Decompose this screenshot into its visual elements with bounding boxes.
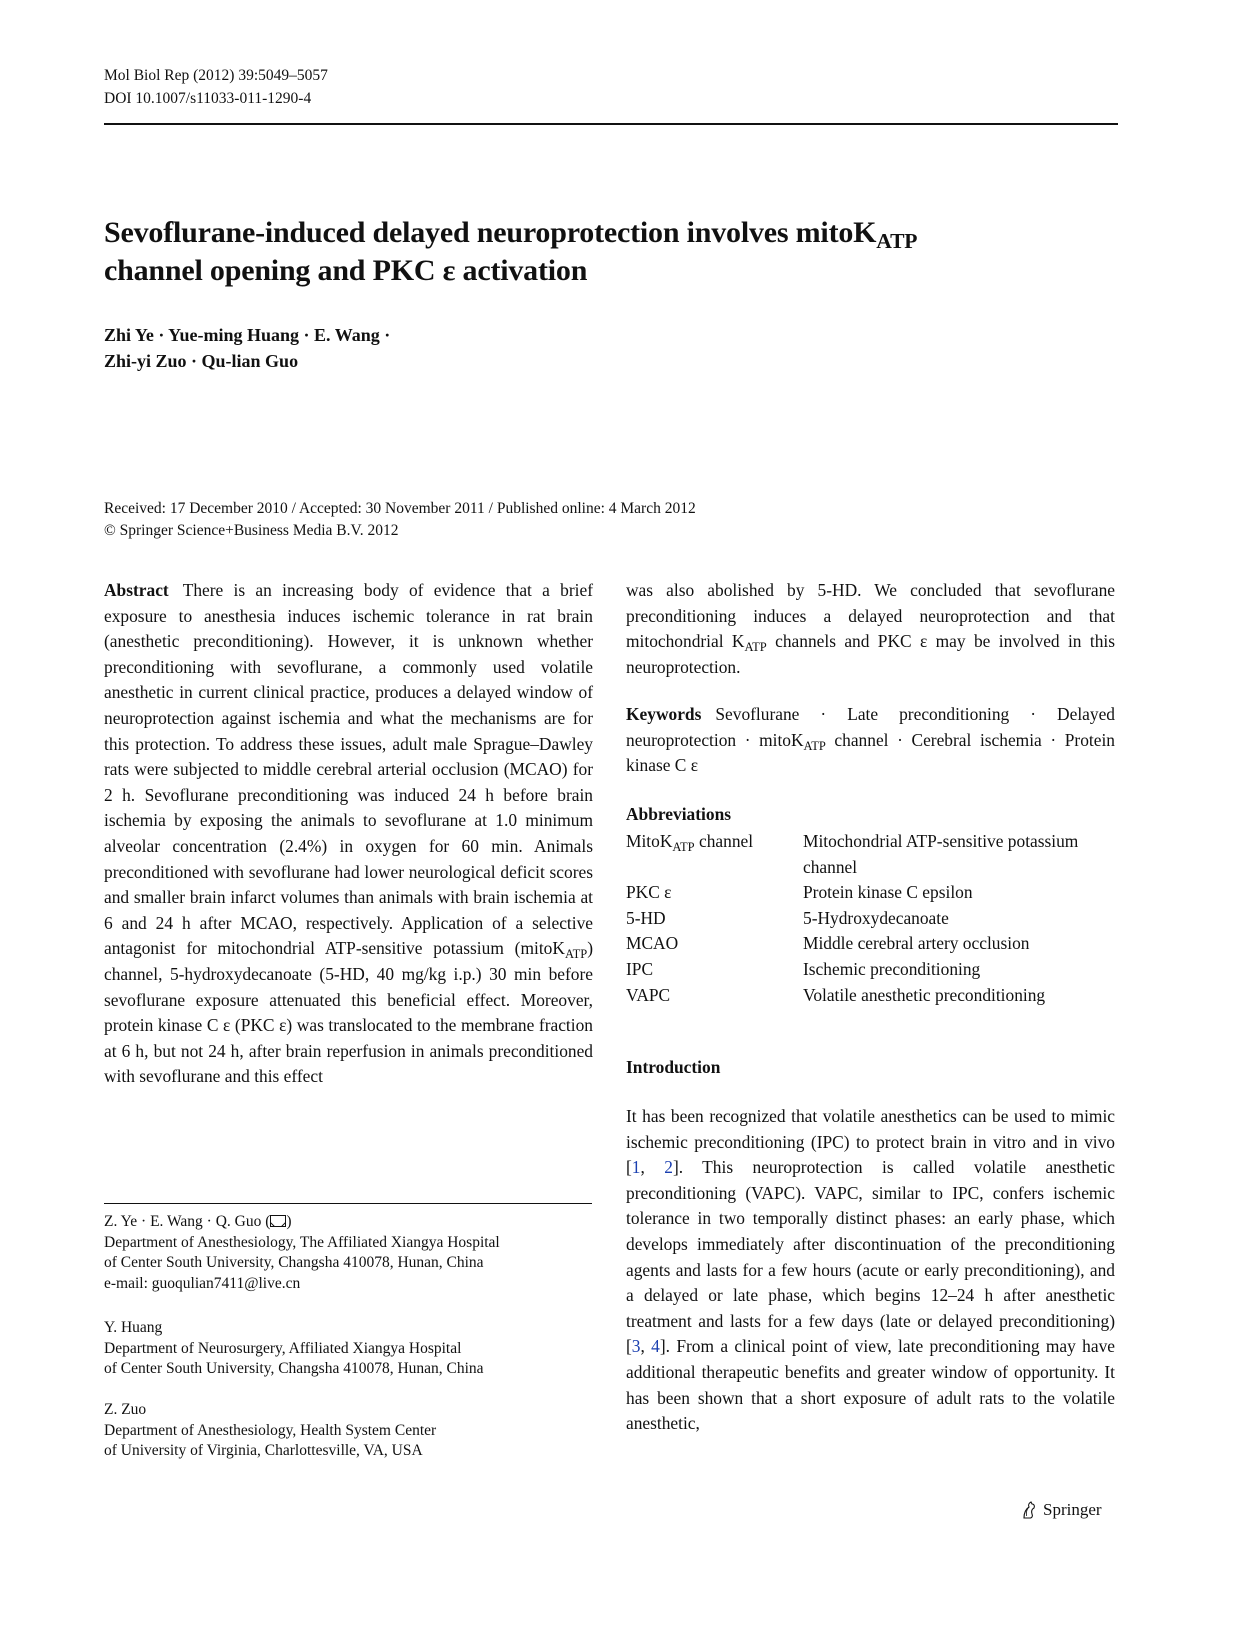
- abbreviation-row: [626, 931, 1103, 957]
- abbreviation-definition: Middle cerebral artery occlusion: [803, 933, 1030, 954]
- abbreviation-definition: Ischemic preconditioning: [803, 958, 981, 979]
- introduction-heading: Introduction: [626, 1057, 721, 1077]
- keywords: Keywords Sevoflurane · Late preconditioning · Delayed neuroprotection · mitoK$_{ATP}$ channel · Cerebral ischemia · Protein kinase C ε: [626, 704, 1115, 776]
- citation-link[interactable]: 2: [664, 1157, 673, 1178]
- header-rule: [104, 123, 1118, 125]
- journal-citation: Mol Biol Rep (2012) 39:5049–5057: [104, 67, 328, 84]
- publication-dates: [104, 498, 696, 542]
- doi: DOI 10.1007/s11033-011-1290-4: [104, 90, 312, 107]
- mail-icon: [270, 1215, 286, 1227]
- introduction-text: It has been recognized that volatile anesthetics can be used to mimic ischemic preconditioning (IPC) to protect brain in vitro and in vivo [1, 2]. This neuroprotection is called volatile anesthetic preconditioning (VAPC). VAPC, similar to IPC, confers ischemic tolerance in two temporally distinct phases: an early phase, which develops immediately after discontinuation of the preconditioning agents and lasts for a few hours (acute or early preconditioning), and a delayed or late phase, which begins 12–24 h after anesthetic treatment and lasts for a few days (late or delayed preconditioning) [3, 4]. From a clinical point of view, late preconditioning may have additional therapeutic benefits and greater window of opportunity. It has been shown that a short exposure of adult rats to the volatile anesthetic,: [626, 1106, 1115, 1434]
- abbreviation-definition: 5-Hydroxydecanoate: [803, 907, 949, 928]
- affiliation-line: Department of Anesthesiology, The Affiliated Xiangya Hospital: [104, 1233, 500, 1251]
- abstract-text: Abstract There is an increasing body of evidence that a brief exposure to anesthesia induces ischemic tolerance in rat brain (anesthetic preconditioning). However, it is unknown whether preconditioning with sevoflurane, a commonly used volatile anesthetic in current clinical practice, produces a delayed window of neuroprotection against ischemia and what the mechanisms are for this protection. To address these issues, adult male Sprague–Dawley rats were subjected to middle cerebral arterial occlusion (MCAO) for 2 h. Sevoflurane preconditioning was induced 24 h before brain ischemia by exposing the animals to sevoflurane at 1.0 minimum alveolar concentration (2.4%) in oxygen for 60 min. Animals preconditioned with sevoflurane had lower neurological deficit scores and smaller brain infarct volumes than animals with brain ischemia at 6 and 24 h after MCAO, respectively. Application of a selective antagonist for mitochondrial ATP-sensitive potassium (mitoK$_{ATP}$) channel, 5-hydroxydecanoate (5-HD, 40 mg/kg i.p.) 30 min before sevoflurane exposure attenuated this beneficial effect. Moreover, protein kinase C ε (PKC ε) was translocated to the membrane fraction at 6 h, but not 24 h, after brain reperfusion in animals preconditioned with sevoflurane and this effect: [104, 580, 593, 1087]
- abbreviation-definition: Volatile anesthetic preconditioning: [803, 984, 1046, 1005]
- affiliation-line: Department of Neurosurgery, Affiliated Xiangya Hospital: [104, 1339, 462, 1357]
- abbreviation-term: PKC ε: [626, 882, 672, 903]
- abstract-continuation: was also abolished by 5-HD. We concluded that sevoflurane preconditioning induces a delayed neuroprotection and that mitochondrial $K_{ATP}$ channels and PKC ε may be involved in this neuroprotection.: [626, 580, 1115, 677]
- affiliation-line: of University of Virginia, Charlottesville, VA, USA: [104, 1442, 423, 1459]
- author-list: [104, 322, 390, 374]
- copyright: © Springer Science+Business Media B.V. 2012: [104, 522, 399, 539]
- abbreviation-term: MCAO: [626, 933, 679, 954]
- affiliation-authors: Z. Ye · E. Wang · Q. Guo ( ): [104, 1213, 292, 1230]
- abbreviation-row: [626, 983, 1103, 1009]
- journal-header: [104, 64, 328, 110]
- abbreviation-term: VAPC: [626, 984, 671, 1005]
- publisher-logo: [1020, 1500, 1102, 1520]
- abbreviations-list: [626, 829, 1103, 1008]
- abbreviation-term: MitoK$_{ATP}$ channel: [626, 831, 754, 854]
- footnote-rule: [104, 1203, 592, 1204]
- affiliation-block: [104, 1318, 484, 1380]
- citation-link[interactable]: 1: [631, 1157, 641, 1178]
- affiliation-authors: Y. Huang: [104, 1319, 163, 1336]
- author-line-1: Zhi Ye · Yue-ming Huang · E. Wang ·: [104, 325, 391, 345]
- affiliation-authors: Z. Zuo: [104, 1401, 147, 1418]
- abstract-column-left: [104, 578, 593, 1090]
- springer-horse-icon: [1020, 1500, 1038, 1520]
- abbreviation-term: 5-HD: [626, 907, 666, 928]
- email-address[interactable]: e-mail: guoqulian7411@live.cn: [104, 1274, 301, 1292]
- abbreviation-definition: Protein kinase C epsilon: [803, 882, 973, 903]
- article-title: Sevoflurane-induced delayed neuroprotection involves mitoK$_{ATP}$ channel opening and PKC ε activation: [104, 216, 918, 287]
- citation-link[interactable]: 3: [631, 1336, 641, 1357]
- received-accepted-published: Received: 17 December 2010 / Accepted: 30 November 2011 / Published online: 4 March 2012: [104, 500, 696, 517]
- abbreviation-term: IPC: [626, 958, 654, 979]
- abbreviation-definition: Mitochondrial ATP-sensitive potassium channel: [803, 831, 1079, 877]
- abbreviation-row: [626, 906, 1103, 932]
- abbreviation-row: [626, 880, 1103, 906]
- affiliation-block: [104, 1400, 436, 1462]
- affiliation-line: of Center South University, Changsha 410078, Hunan, China: [104, 1254, 484, 1271]
- affiliation-block: [104, 1212, 500, 1294]
- abstract-column-right: [626, 578, 1115, 680]
- citation-link[interactable]: 4: [651, 1336, 660, 1357]
- affiliation-line: Department of Anesthesiology, Health System Center: [104, 1421, 437, 1439]
- affiliation-line: of Center South University, Changsha 410078, Hunan, China: [104, 1360, 484, 1377]
- abstract-label: Abstract: [104, 580, 169, 600]
- publisher-name: Springer: [1043, 1500, 1102, 1519]
- keywords-label: Keywords: [626, 704, 702, 724]
- abbreviations-heading: Abbreviations: [626, 804, 732, 824]
- abbreviation-row: [626, 957, 1103, 983]
- abbreviation-row: [626, 829, 1103, 880]
- author-line-2: Zhi-yi Zuo · Qu-lian Guo: [104, 351, 299, 371]
